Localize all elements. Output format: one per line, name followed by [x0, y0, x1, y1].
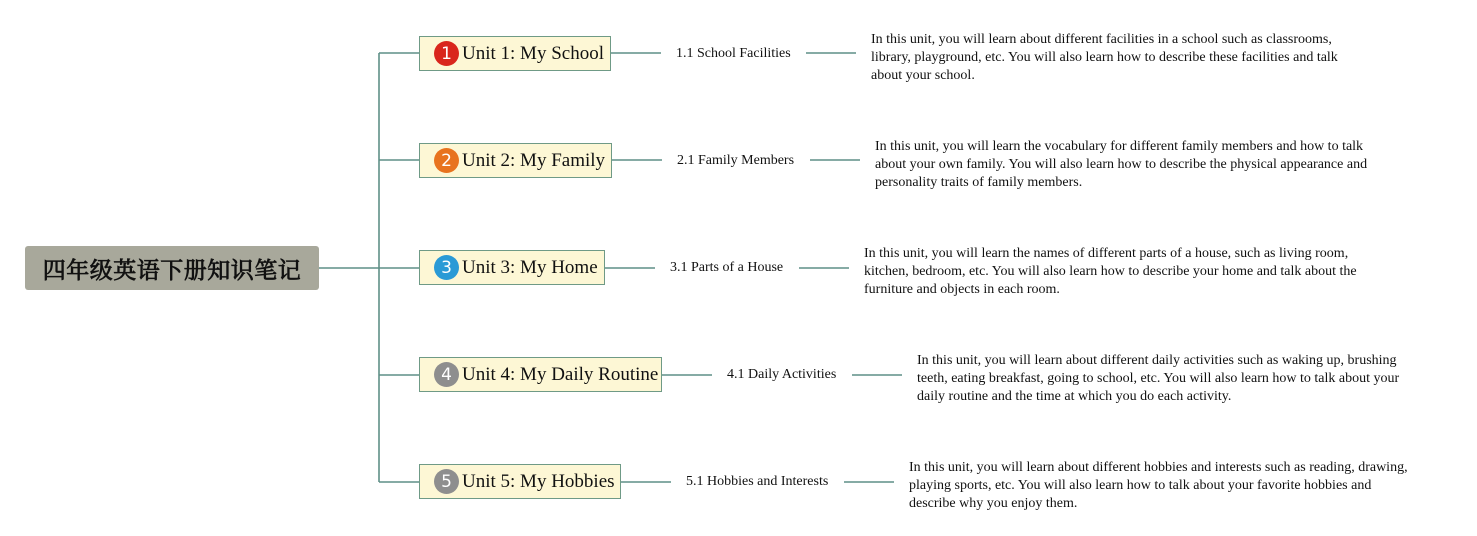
- description-3[interactable]: In this unit, you will learn the names of different parts of a house, such as living room, kitchen, bedroom, etc. You will also learn how to describe your home and talk about the furniture and objects in each room.: [864, 246, 1357, 297]
- unit-topic-5[interactable]: [419, 464, 621, 499]
- unit-title: Unit 2: My Family: [462, 149, 606, 171]
- subtopic-5[interactable]: 5.1 Hobbies and Interests: [686, 474, 829, 489]
- unit-topic-4[interactable]: [419, 357, 662, 392]
- unit-title: Unit 3: My Home: [462, 256, 598, 278]
- description-5[interactable]: In this unit, you will learn about different hobbies and interests such as reading, drawing, playing sports, etc. You will also learn how to talk about your favorite hobbies and describe why you enjoy them.: [909, 460, 1408, 511]
- priority-4-icon: 4: [434, 362, 459, 387]
- unit-title: Unit 4: My Daily Routine: [462, 363, 659, 385]
- description-4[interactable]: In this unit, you will learn about different daily activities such as waking up, brushing teeth, eating breakfast, going to school, etc. You will also learn how to talk about your daily routine and the time at which you do each activity.: [917, 353, 1400, 404]
- root-topic[interactable]: 四年级英语下册知识笔记: [25, 246, 319, 290]
- subtopic-2[interactable]: 2.1 Family Members: [677, 153, 795, 168]
- unit-title: Unit 1: My School: [462, 42, 604, 64]
- unit-topic-3[interactable]: [419, 250, 605, 285]
- priority-2-icon: 2: [434, 148, 459, 173]
- description-1[interactable]: In this unit, you will learn about different facilities in a school such as classrooms, library, playground, etc. You will also learn how to describe these facilities and talk about your school.: [871, 32, 1338, 83]
- priority-1-icon: 1: [434, 41, 459, 66]
- subtopic-1[interactable]: 1.1 School Facilities: [676, 46, 791, 61]
- unit-topic-2[interactable]: [419, 143, 612, 178]
- description-2[interactable]: In this unit, you will learn the vocabulary for different family members and how to talk about your own family. You will also learn how to describe the physical appearance and personality traits of family members.: [875, 139, 1368, 190]
- subtopic-4[interactable]: 4.1 Daily Activities: [727, 367, 837, 382]
- unit-title: Unit 5: My Hobbies: [462, 470, 615, 492]
- priority-5-icon: 5: [434, 469, 459, 494]
- subtopic-3[interactable]: 3.1 Parts of a House: [670, 260, 784, 275]
- unit-topic-1[interactable]: [419, 36, 611, 71]
- priority-3-icon: 3: [434, 255, 459, 280]
